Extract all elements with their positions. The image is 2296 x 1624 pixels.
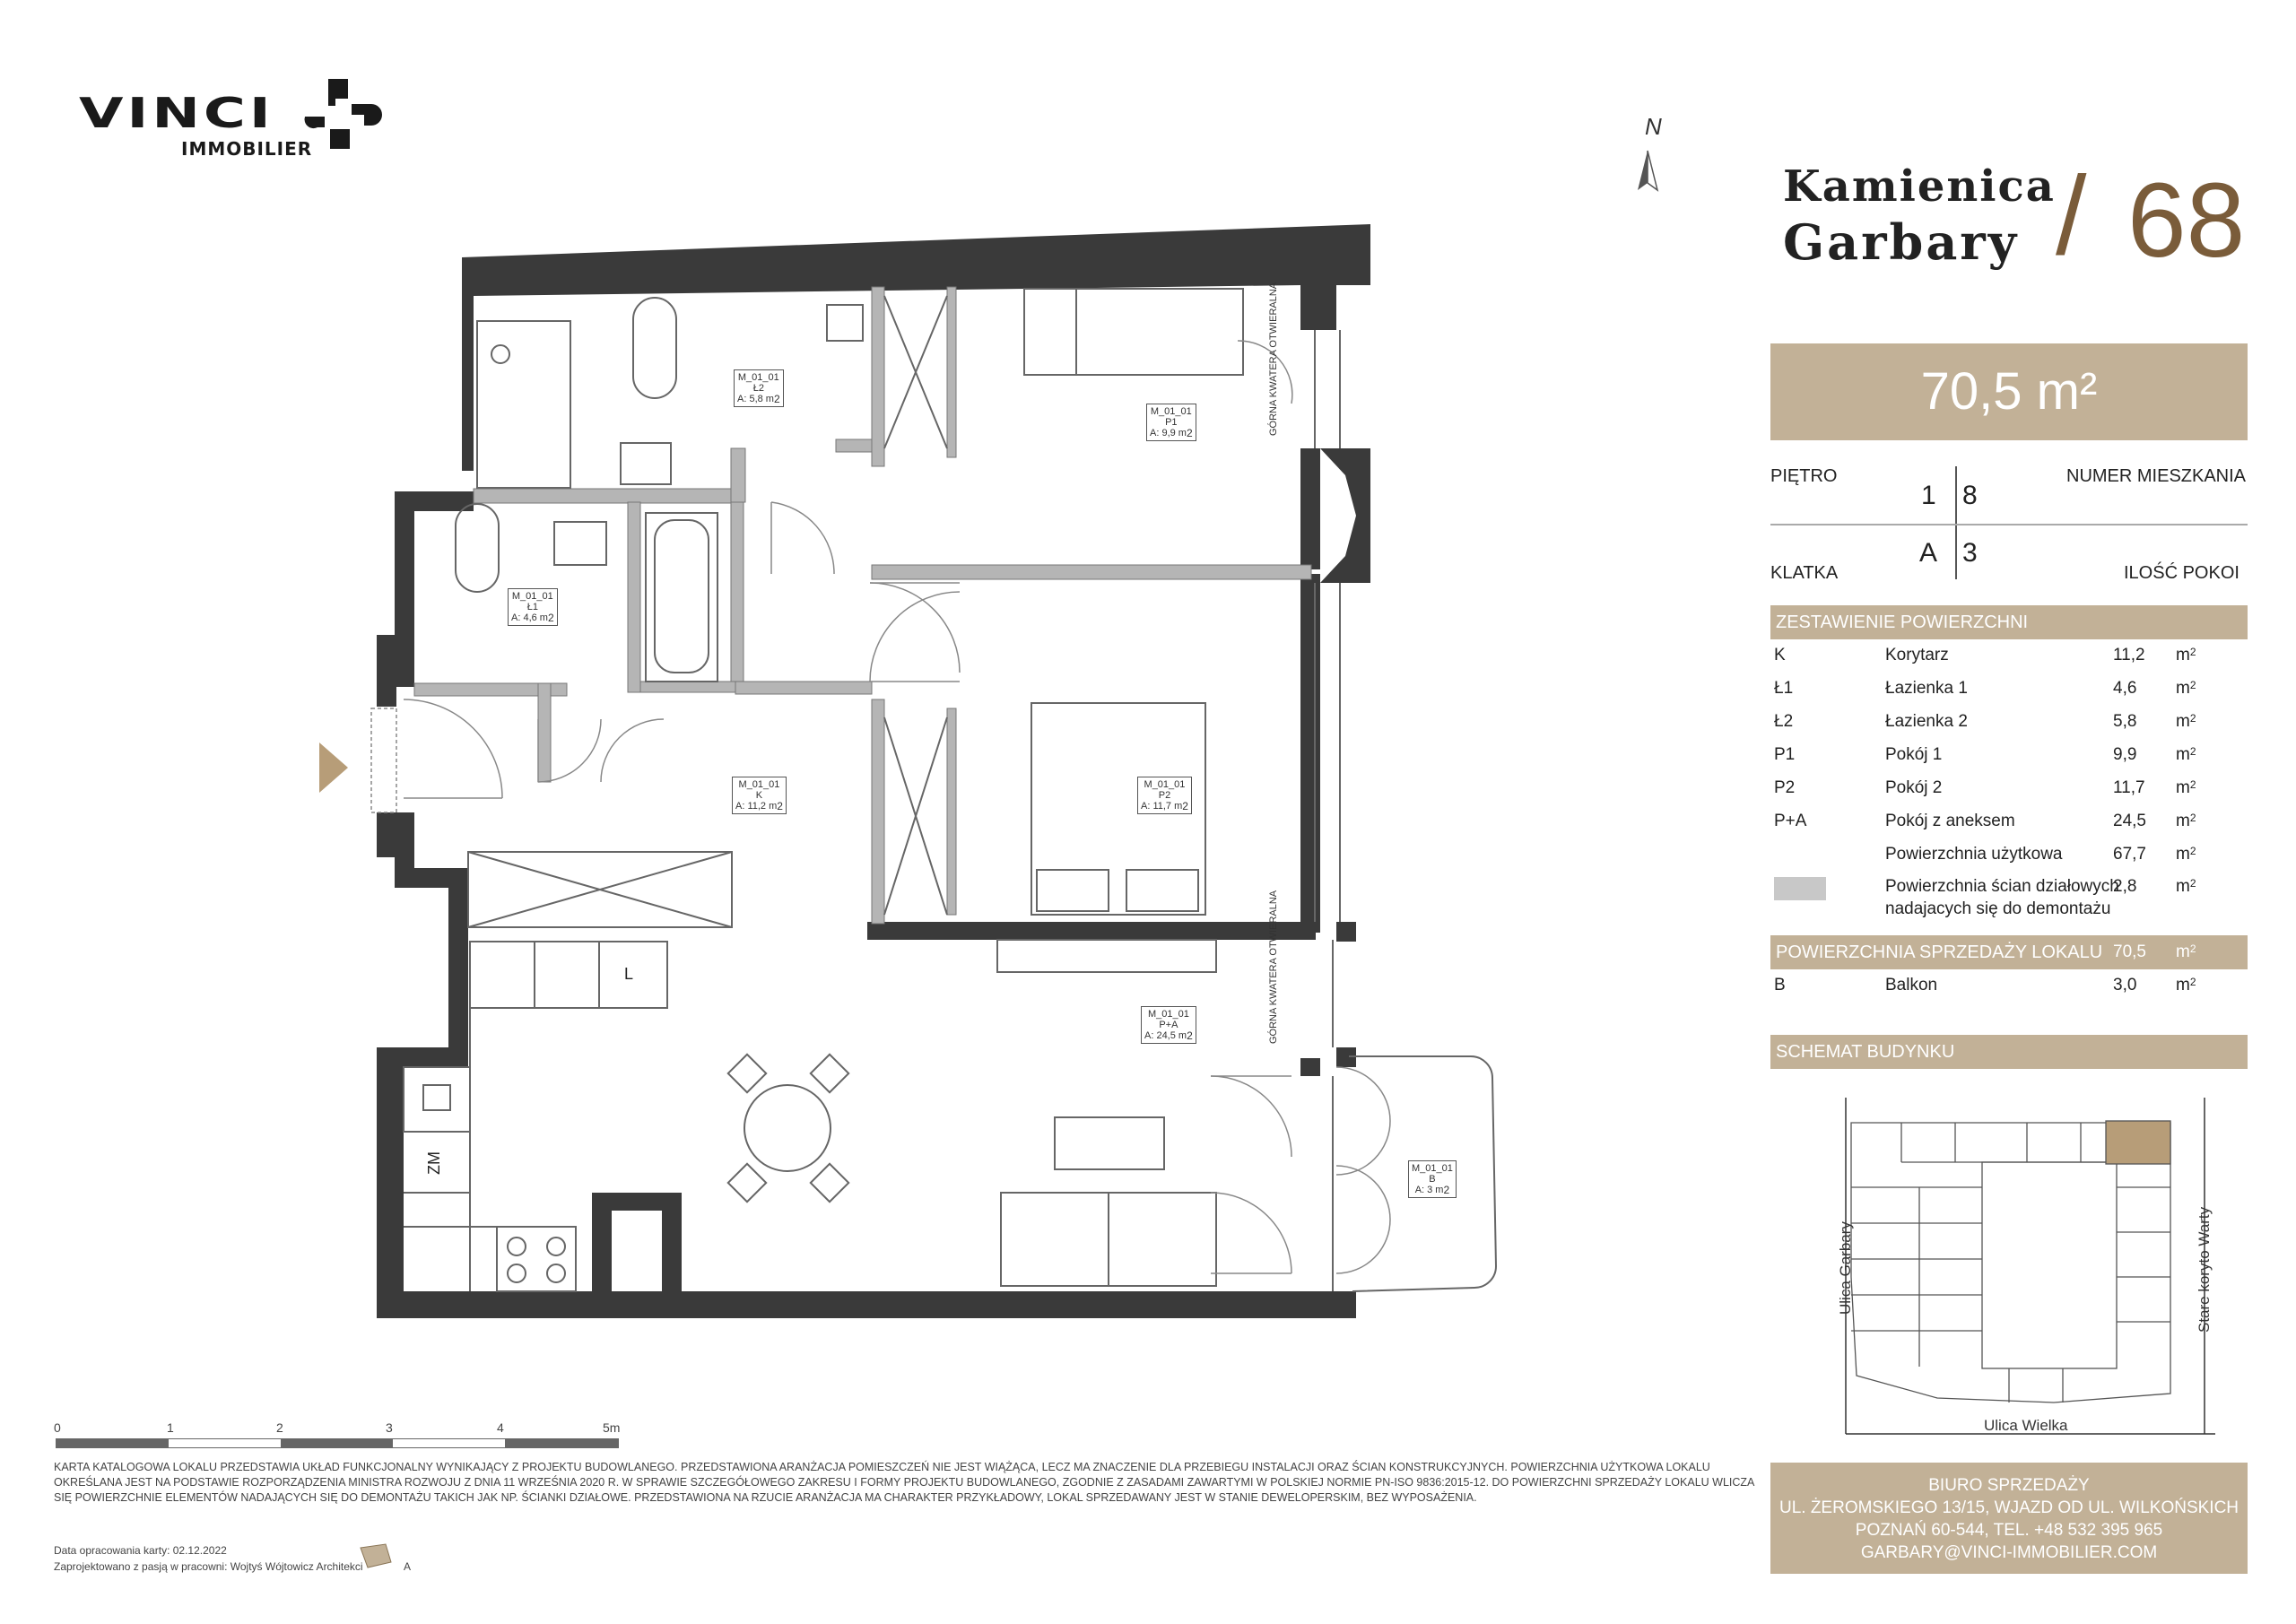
area-row-value: 24,5 <box>2113 812 2146 830</box>
area-row-name: Pokój 2 <box>1885 778 1943 797</box>
title-line2: Garbary <box>1783 213 2020 271</box>
sales-area-label: POWIERZCHNIA SPRZEDAŻY LOKALU <box>1776 942 2103 962</box>
area-row-unit: $m^2$ <box>2176 845 2196 864</box>
building-key-icon <box>359 1542 398 1573</box>
room-label-l2: M_01_01 Ł2 A: 5,8 m2 <box>734 369 784 407</box>
area-row-code: Ł2 <box>1774 712 1794 731</box>
info-divider-vertical <box>1955 466 1957 579</box>
area-row-value: 5,8 <box>2113 712 2137 731</box>
area-row-value: 9,9 <box>2113 745 2137 764</box>
scale-label: 2 <box>276 1420 283 1435</box>
area-row-value: 11,2 <box>2113 646 2145 664</box>
street-right-label: Stare koryto Warty <box>2196 1206 2213 1333</box>
area-row-unit: $m^2$ <box>2176 646 2196 664</box>
walls-unit: $m^2$ <box>2176 877 2196 896</box>
window-note-lower: GÓRNA KWATERA OTWIERALNA <box>1268 890 1279 1044</box>
sales-area-value: 70,5 <box>2113 942 2146 961</box>
north-label: N <box>1645 113 1662 140</box>
room-label-p1: M_01_01 P1 A: 9,9 m2 <box>1146 404 1196 441</box>
walls-value: 2,8 <box>2113 877 2137 896</box>
sales-area-unit: $m^2$ <box>2176 942 2196 961</box>
area-row-name: Powierzchnia użytkowa <box>1885 845 2063 864</box>
floor-value: 1 <box>1921 481 1936 510</box>
area-row-name: Pokój 1 <box>1885 745 1943 764</box>
rooms-count-value: 3 <box>1962 538 1978 568</box>
building-schema-header: SCHEMAT BUDYNKU <box>1770 1035 2248 1069</box>
building-schema-map <box>1830 1098 2215 1446</box>
window-note-upper: GÓRNA KWATERA OTWIERALNA <box>1268 282 1279 436</box>
area-row-unit: $m^2$ <box>2176 745 2196 764</box>
title-slash: / <box>2056 154 2087 278</box>
area-row-name: Łazienka 2 <box>1885 712 1968 731</box>
office-line3: POZNAŃ 60-544, TEL. +48 532 395 965 <box>1855 1521 2163 1540</box>
info-divider-horizontal <box>1770 524 2248 525</box>
scale-label: 3 <box>386 1420 393 1435</box>
walls-label-line2: nadajacych się do demontażu <box>1885 899 2111 918</box>
room-label-b: M_01_01 B A: 3 m2 <box>1408 1160 1457 1198</box>
north-arrow-icon <box>1634 149 1661 192</box>
floor-label: PIĘTRO <box>1770 466 1838 486</box>
office-line2: UL. ŻEROMSKIEGO 13/15, WJAZD OD UL. WILKOŃSKICH <box>1779 1498 2239 1517</box>
date-line: Data opracowania karty: 02.12.2022 <box>54 1544 227 1557</box>
demountable-walls-swatch <box>1774 877 1826 900</box>
room-label-pa: M_01_01 P+A A: 24,5 m2 <box>1141 1006 1196 1044</box>
balcony-name: Balkon <box>1885 976 1938 994</box>
logo-wordmark: VINCI <box>79 90 274 138</box>
title-number: 68 <box>2127 161 2246 280</box>
vinci-cross-icon <box>301 77 384 160</box>
apartment-number-label: NUMER MIESZKANIA <box>2066 466 2247 486</box>
room-label-p2: M_01_01 P2 A: 11,7 m2 <box>1137 777 1192 814</box>
fridge-label: L <box>624 965 634 983</box>
scale-label: 0 <box>54 1420 61 1435</box>
area-row-unit: $m^2$ <box>2176 778 2196 797</box>
sales-office-box <box>1770 1463 2248 1574</box>
street-bottom-label: Ulica Wielka <box>1984 1417 2068 1434</box>
areas-summary-header: ZESTAWIENIE POWIERZCHNI <box>1770 605 2248 639</box>
apartment-area: 70,5 m² <box>1770 343 2248 440</box>
title-line1: Kamienica <box>1783 161 2056 212</box>
logo-subtitle: IMMOBILIER <box>181 138 313 160</box>
balcony-code: B <box>1774 976 1786 994</box>
area-row-unit: $m^2$ <box>2176 712 2196 731</box>
street-left-label: Ulica Garbary <box>1837 1221 1854 1315</box>
office-line1: BIURO SPRZEDAŻY <box>1928 1476 2090 1495</box>
area-row-name: Korytarz <box>1885 646 1949 664</box>
walls-label-line1: Powierzchnia ścian działowych <box>1885 877 2119 896</box>
area-row-code: P1 <box>1774 745 1796 764</box>
area-row-value: 4,6 <box>2113 679 2137 698</box>
area-row-code: P+A <box>1774 812 1807 830</box>
area-row-value: 11,7 <box>2113 778 2145 797</box>
area-row-unit: $m^2$ <box>2176 679 2196 698</box>
disclaimer-text: KARTA KATALOGOWA LOKALU PRZEDSTAWIA UKŁAD FUNKCJONALNY WYNIKAJĄCY Z PROJEKTU BUDOWLANEGO. PRZEDSTAWIONA ARANŻACJA POMIESZCZEŃ NIE JEST WIĄŻĄCA, LECZ MA ZNACZENIE DLA PRZEBIEGU INSTALACJI ORAZ ŚCIAN KONSTRUKCYJNYCH. POWIERZCHNIA UŻYTKOWA LOKALU OKREŚLANA JEST NA PODSTAWIE ROZPORZĄDZENIA MINISTRA ROZWOJU Z DNIA 11 WRZEŚNIA 2020 R. W SPRAWIE SZCZEGÓŁOWEGO ZAKRESU I FORMY PROJEKTU BUDOWLANEGO, ZGODNIE Z ZASADAMI ZAWARTYMI W POLSKIEJ NORMIE PN-ISO 9836:2015-12. DO POWIERZCHNI SPRZEDAŻY LOKALU WLICZA SIĘ POWIERZCHNIE ELEMENTÓW NADAJĄCYCH SIĘ DO DEMONTAŻU TAKICH JAK NP. ŚCIANKI DZIAŁOWE. PRZEDSTAWIONA NA RZUCIE ARANŻACJA MA CHARAKTER PRZYKŁADOWY, LOKAL SPRZEDAWANY JEST W STANIE DEWELOPERSKIM, BEZ WYPOSAŻENIA. <box>54 1461 1754 1504</box>
entrance-arrow-icon <box>319 743 348 793</box>
room-label-l1: M_01_01 Ł1 A: 4,6 m2 <box>508 588 558 626</box>
scale-label: 1 <box>167 1420 174 1435</box>
balcony-value: 3,0 <box>2113 976 2137 994</box>
office-line4[interactable]: GARBARY@VINCI-IMMOBILIER.COM <box>1860 1543 2158 1562</box>
apartment-highlight <box>2106 1121 2170 1164</box>
area-row-code: Ł1 <box>1774 679 1794 698</box>
rooms-count-label: ILOŚĆ POKOI <box>2124 563 2239 583</box>
studio-line: Zaprojektowano z pasją w pracowni: Wojtyś Wójtowicz Architekci <box>54 1560 363 1573</box>
floor-plan <box>305 215 1525 1327</box>
area-row-unit: $m^2$ <box>2176 812 2196 830</box>
staircase-label: KLATKA <box>1770 563 1839 583</box>
scale-label: 5m <box>603 1420 621 1435</box>
area-row-name: Łazienka 1 <box>1885 679 1968 698</box>
balcony-unit: $m^2$ <box>2176 976 2196 994</box>
scale-label: 4 <box>497 1420 504 1435</box>
scale-bar <box>56 1438 619 1448</box>
area-row-code: K <box>1774 646 1786 664</box>
apartment-number-value: 8 <box>1962 481 1978 510</box>
zm-label: ZM <box>425 1151 443 1175</box>
staircase-value: A <box>1919 538 1938 568</box>
building-key-letter: A <box>404 1560 412 1573</box>
area-row-code: P2 <box>1774 778 1796 797</box>
room-label-k: M_01_01 K A: 11,2 m2 <box>732 777 787 814</box>
area-row-value: 67,7 <box>2113 845 2146 864</box>
area-row-name: Pokój z aneksem <box>1885 812 2015 830</box>
